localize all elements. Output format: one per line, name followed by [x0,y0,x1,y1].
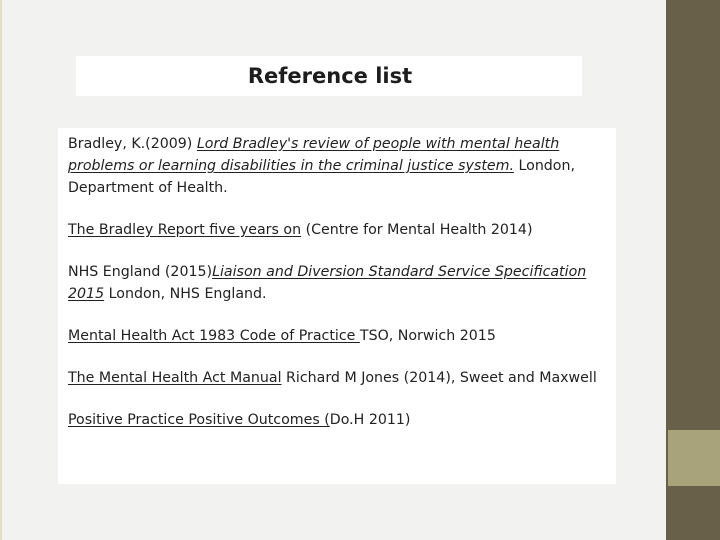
title-box [76,56,582,96]
reference-list-panel [58,128,616,484]
reference-item [68,133,608,199]
reference-author: Bradley, K.(2009) [68,136,197,152]
sidebar-accent-block [668,430,720,486]
reference-publisher: London, NHS England. [104,286,267,302]
reference-publisher: Richard M Jones (2014), Sweet and Maxwell [281,370,597,386]
reference-title: Liaison and Diversion Standard Service Specification 2015 [68,264,587,302]
reference-list [68,133,608,451]
page-title: Reference list [247,64,413,88]
reference-item [68,325,608,347]
reference-publisher: TSO, Norwich 2015 [359,328,496,344]
reference-title: Mental Health Act 1983 Code of Practice [68,328,360,344]
reference-item [68,261,608,305]
left-edge-stripe [0,0,2,540]
reference-item [68,219,608,241]
reference-publisher: Do.H 2011) [329,412,411,428]
reference-item [68,409,608,431]
reference-title: The Bradley Report five years on [68,222,302,238]
reference-publisher: (Centre for Mental Health 2014) [301,222,533,238]
reference-title: The Mental Health Act Manual [68,370,282,386]
reference-title: Lord Bradley's review of people with mental health problems or learning disabilities in the criminal justice system. [68,136,560,174]
reference-publisher: London, Department of Health. [68,158,575,196]
reference-item [68,367,608,389]
reference-title: Positive Practice Positive Outcomes ( [68,412,330,428]
reference-author: NHS England (2015) [68,264,213,280]
